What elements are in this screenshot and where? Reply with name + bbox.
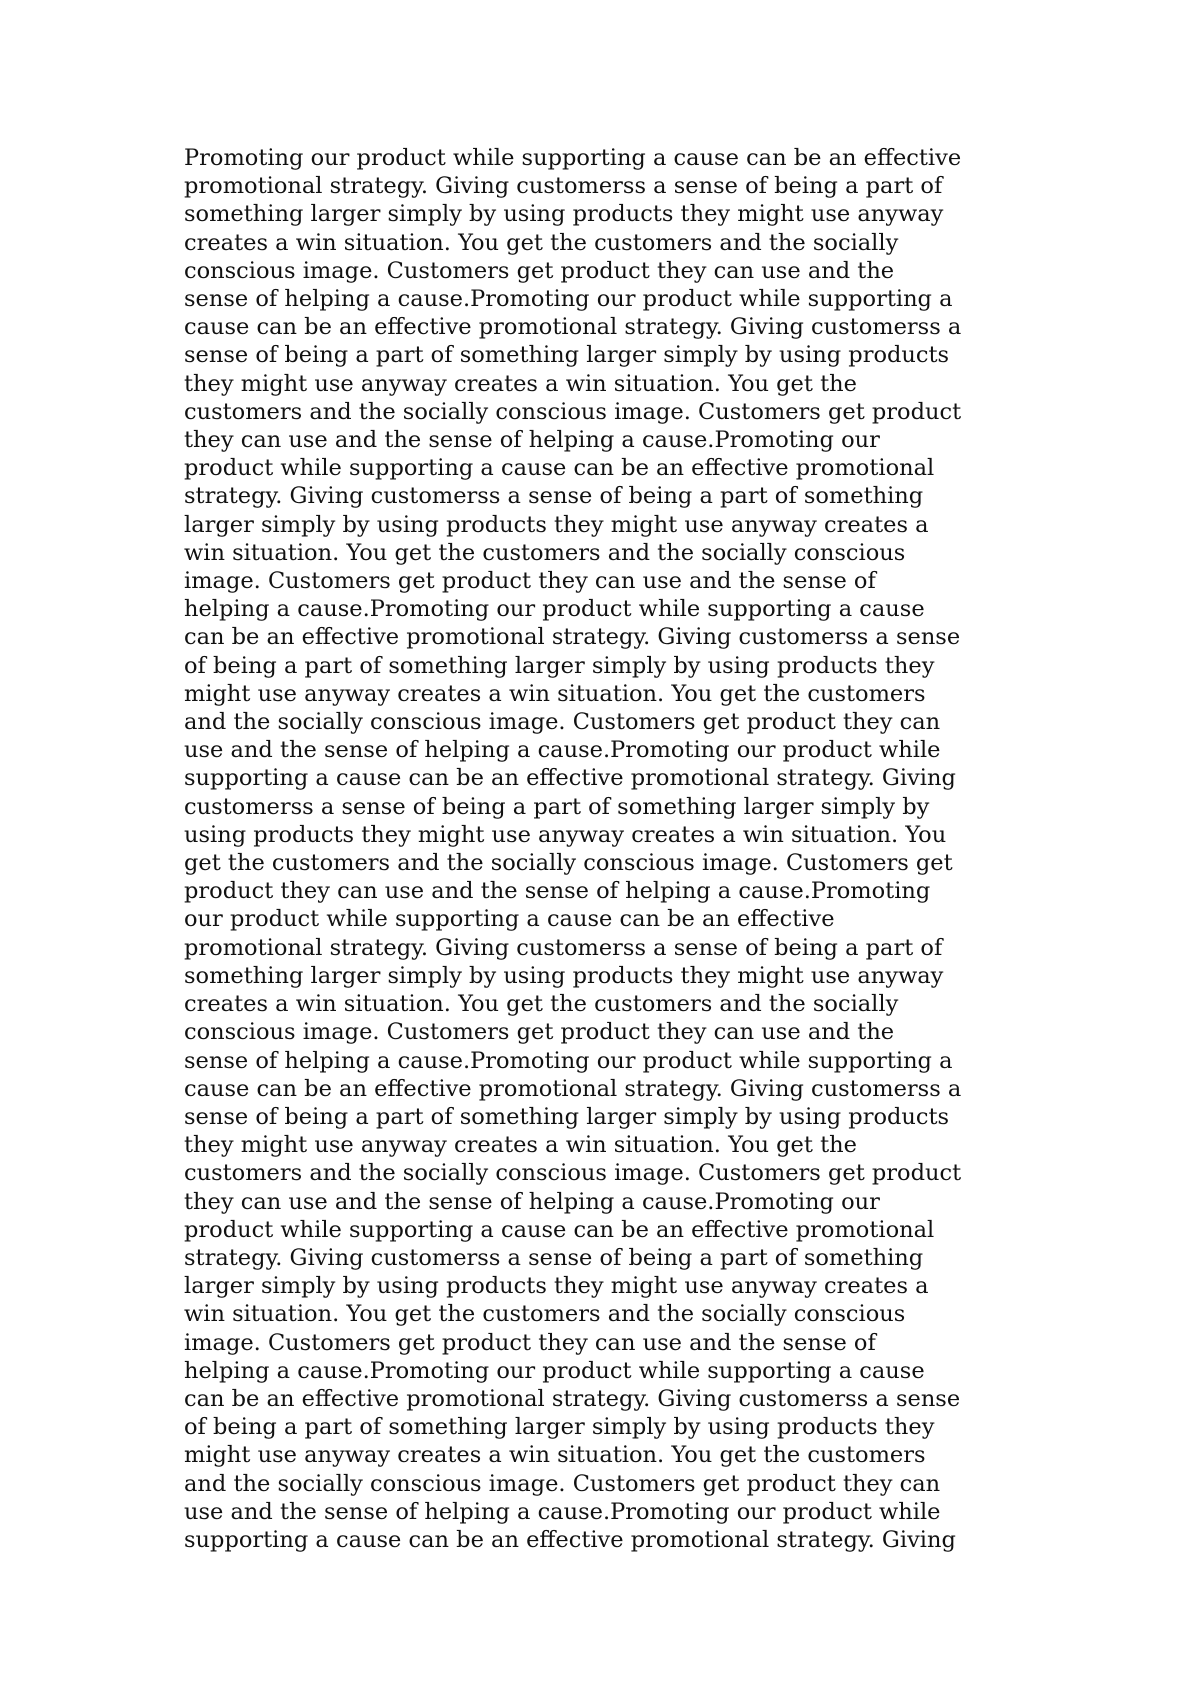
text-line: promotional strategy. Giving customerss a sense of being a part of	[184, 934, 943, 961]
text-line: something larger simply by using products they might use anyway	[184, 201, 944, 228]
text-line: they can use and the sense of helping a cause.Promoting our	[184, 427, 880, 454]
text-line: our product while supporting a cause can be an effective	[184, 906, 835, 933]
text-line: sense of being a part of something larger simply by using products	[184, 342, 950, 369]
text-line: strategy. Giving customerss a sense of being a part of something	[184, 483, 924, 510]
text-line: image. Customers get product they can use and the sense of	[184, 1329, 876, 1356]
text-line: strategy. Giving customerss a sense of being a part of something	[184, 1244, 924, 1271]
text-line: product they can use and the sense of helping a cause.Promoting	[184, 878, 931, 905]
text-line: of being a part of something larger simply by using products they	[184, 652, 935, 679]
text-line: conscious image. Customers get product they can use and the	[184, 257, 895, 284]
text-line: sense of helping a cause.Promoting our product while supporting a	[184, 1047, 953, 1074]
text-line: cause can be an effective promotional strategy. Giving customerss a	[184, 314, 962, 341]
text-line: can be an effective promotional strategy. Giving customerss a sense	[184, 624, 961, 651]
text-line: they might use anyway creates a win situation. You get the	[184, 1132, 857, 1159]
text-line: of being a part of something larger simply by using products they	[184, 1414, 935, 1441]
text-line: using products they might use anyway creates a win situation. You	[184, 821, 947, 848]
text-line: they might use anyway creates a win situation. You get the	[184, 370, 857, 397]
text-line: customerss a sense of being a part of something larger simply by	[184, 793, 930, 820]
text-line: larger simply by using products they might use anyway creates a	[184, 511, 929, 538]
text-line: something larger simply by using products they might use anyway	[184, 962, 944, 989]
text-line: and the socially conscious image. Customers get product they can	[184, 1470, 941, 1497]
text-line: get the customers and the socially conscious image. Customers get	[184, 850, 953, 877]
text-line: helping a cause.Promoting our product while supporting a cause	[184, 1357, 925, 1384]
text-line: customers and the socially conscious image. Customers get product	[184, 398, 962, 425]
text-line: product while supporting a cause can be an effective promotional	[184, 455, 935, 482]
text-line: image. Customers get product they can use and the sense of	[184, 568, 876, 595]
text-line: Promoting our product while supporting a cause can be an effective	[184, 145, 962, 171]
body-paragraph	[184, 144, 1064, 1554]
text-line: supporting a cause can be an effective promotional strategy. Giving	[184, 765, 956, 792]
text-line: win situation. You get the customers and the socially conscious	[184, 539, 906, 566]
text-line: use and the sense of helping a cause.Promoting our product while	[184, 737, 941, 764]
text-line: promotional strategy. Giving customerss a sense of being a part of	[184, 173, 943, 200]
text-line: conscious image. Customers get product they can use and the	[184, 1019, 895, 1046]
text-line: larger simply by using products they might use anyway creates a	[184, 1273, 929, 1300]
text-line: creates a win situation. You get the customers and the socially	[184, 229, 899, 256]
text-line: might use anyway creates a win situation. You get the customers	[184, 1442, 926, 1469]
text-line: they can use and the sense of helping a cause.Promoting our	[184, 1188, 880, 1215]
text-line: helping a cause.Promoting our product while supporting a cause	[184, 596, 925, 623]
text-line: creates a win situation. You get the customers and the socially	[184, 991, 899, 1018]
text-line: product while supporting a cause can be an effective promotional	[184, 1216, 935, 1243]
text-line: can be an effective promotional strategy. Giving customerss a sense	[184, 1385, 961, 1412]
text-line: might use anyway creates a win situation. You get the customers	[184, 680, 926, 707]
text-line: sense of helping a cause.Promoting our product while supporting a	[184, 286, 953, 313]
text-line: cause can be an effective promotional strategy. Giving customerss a	[184, 1075, 962, 1102]
text-line: sense of being a part of something larger simply by using products	[184, 1103, 950, 1130]
text-line: customers and the socially conscious image. Customers get product	[184, 1160, 962, 1187]
text-line: use and the sense of helping a cause.Promoting our product while	[184, 1498, 941, 1525]
text-line: supporting a cause can be an effective promotional strategy. Giving	[184, 1526, 956, 1553]
text-line: and the socially conscious image. Customers get product they can	[184, 709, 941, 736]
text-line: win situation. You get the customers and the socially conscious	[184, 1301, 906, 1328]
